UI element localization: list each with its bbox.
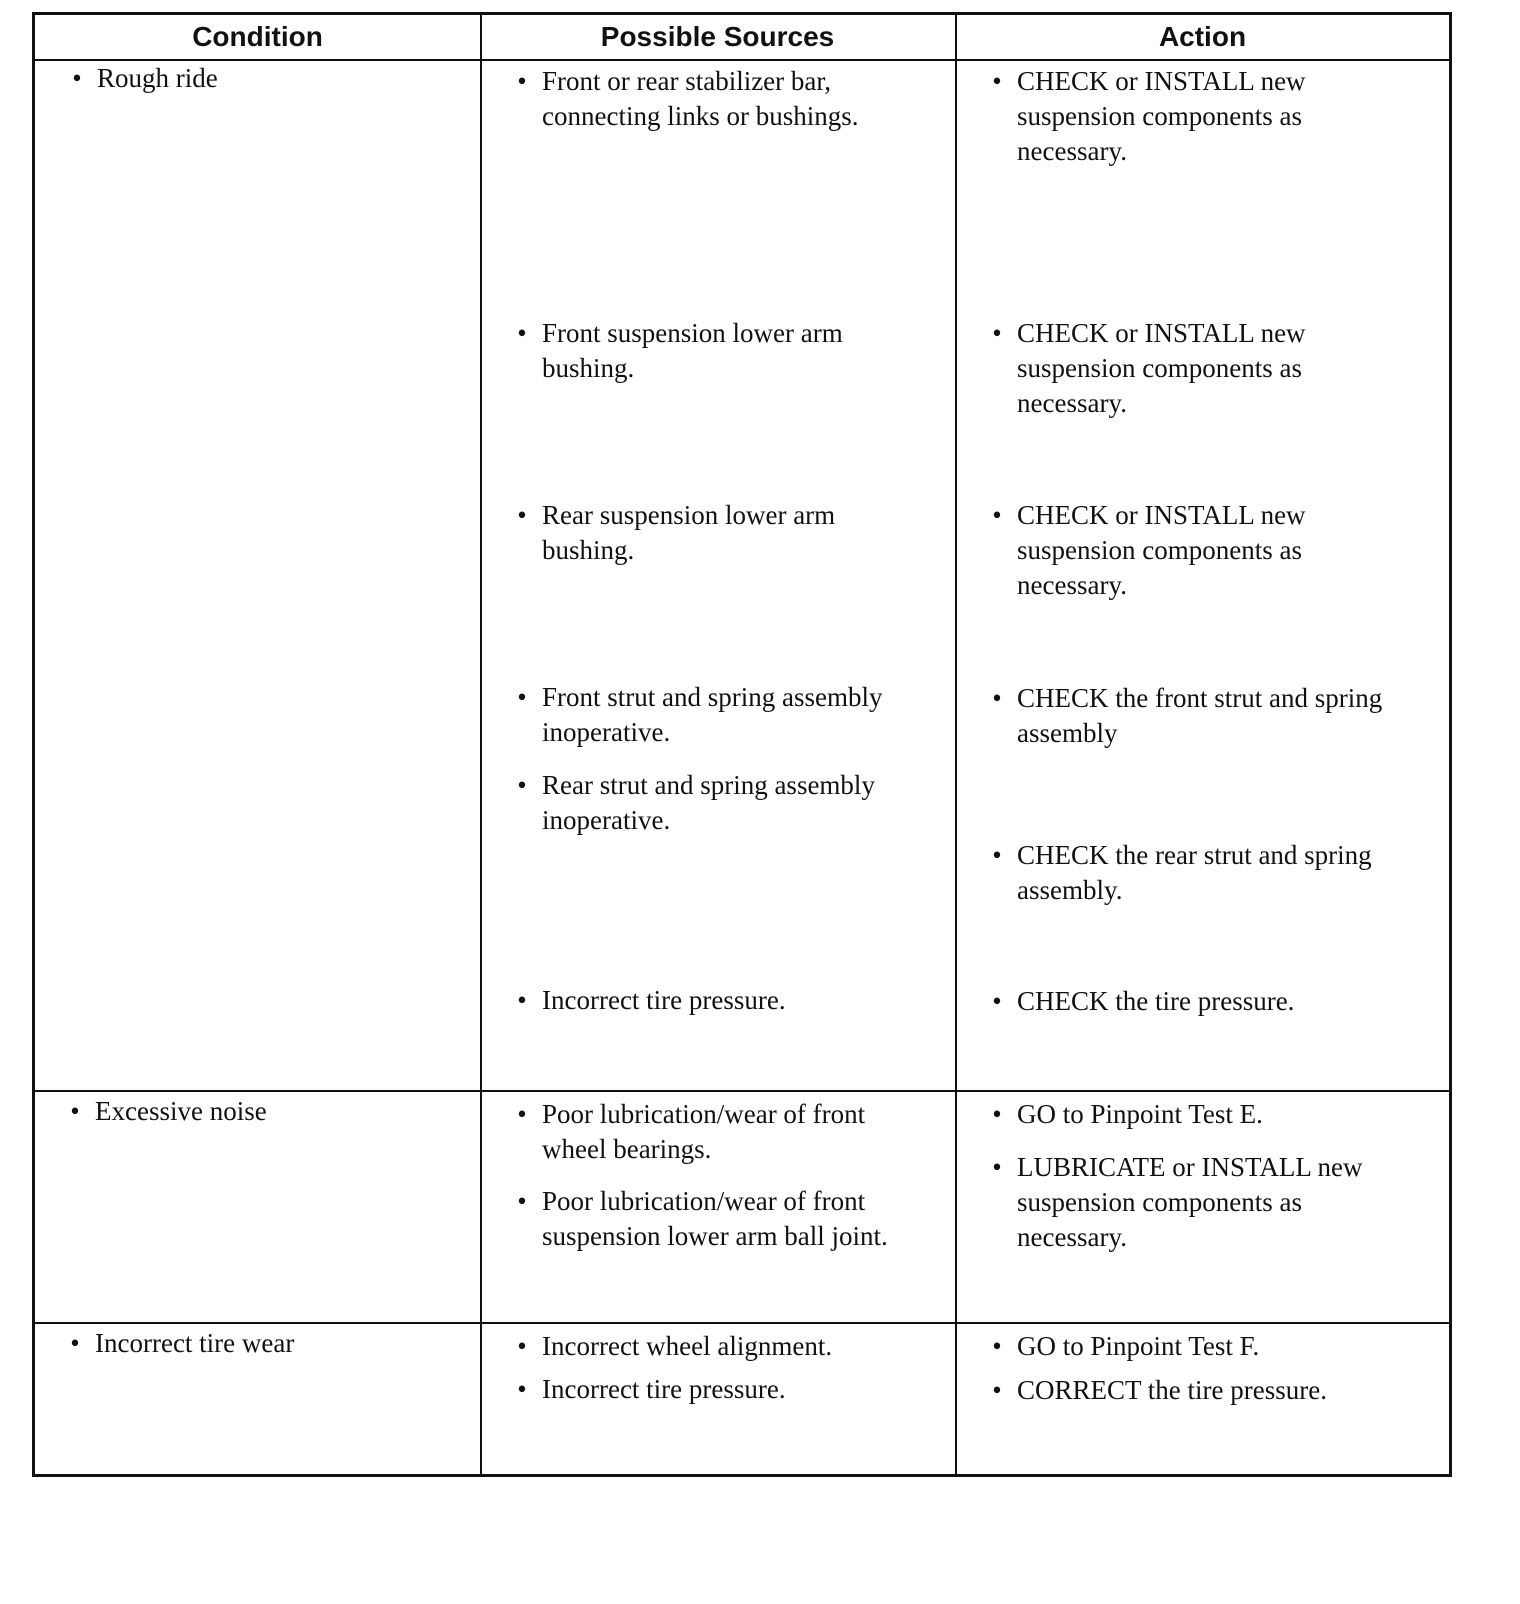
header-action: Action — [1158, 21, 1247, 52]
condition-text: Rough ride — [97, 63, 218, 93]
bullet: • — [517, 985, 527, 1015]
list-item — [510, 768, 950, 838]
troubleshooting-table — [32, 12, 1452, 1477]
action-text: CHECK the rear strut and spring assembly. — [1017, 840, 1372, 905]
list-item — [510, 680, 950, 750]
bullet: • — [517, 1099, 527, 1129]
column-divider — [955, 15, 957, 1474]
list-item — [985, 1329, 1445, 1364]
bullet: • — [992, 1375, 1002, 1405]
list-item — [510, 1372, 950, 1407]
action-text: CHECK the tire pressure. — [1017, 986, 1295, 1016]
bullet: • — [72, 63, 82, 93]
action-text: GO to Pinpoint Test F. — [1017, 1331, 1260, 1361]
source-text: Incorrect tire pressure. — [542, 985, 786, 1015]
list-item — [63, 1094, 463, 1129]
bullet: • — [992, 840, 1002, 870]
source-text: Front strut and spring assembly inoperative. — [542, 682, 883, 747]
source-text: Poor lubrication/wear of front suspension lower arm ball joint. — [542, 1186, 888, 1251]
list-item — [985, 1373, 1445, 1408]
bullet: • — [70, 1328, 80, 1358]
list-item — [63, 1326, 463, 1361]
bullet: • — [70, 1096, 80, 1126]
source-text: Incorrect wheel alignment. — [542, 1331, 833, 1361]
action-text: LUBRICATE or INSTALL new suspension components as necessary. — [1017, 1152, 1363, 1252]
row-divider — [35, 1322, 1449, 1324]
list-item — [510, 64, 950, 134]
row-divider — [35, 1090, 1449, 1092]
action-text: GO to Pinpoint Test E. — [1017, 1099, 1263, 1129]
bullet: • — [517, 770, 527, 800]
bullet: • — [517, 500, 527, 530]
list-item — [985, 1097, 1445, 1132]
list-item — [985, 984, 1445, 1019]
bullet: • — [992, 986, 1002, 1016]
bullet: • — [992, 318, 1002, 348]
source-text: Incorrect tire pressure. — [542, 1374, 786, 1404]
header-condition: Condition — [192, 21, 323, 52]
source-text: Front suspension lower arm bushing. — [542, 318, 843, 383]
source-text: Poor lubrication/wear of front wheel bearings. — [542, 1099, 866, 1164]
list-item — [985, 1150, 1445, 1255]
source-text: Rear suspension lower arm bushing. — [542, 500, 836, 565]
action-text: CHECK or INSTALL new suspension components as necessary. — [1017, 66, 1306, 166]
list-item — [510, 316, 950, 386]
column-divider — [480, 15, 482, 1474]
list-item — [985, 498, 1445, 603]
bullet: • — [517, 1331, 527, 1361]
condition-text: Excessive noise — [95, 1096, 267, 1126]
bullet: • — [992, 1331, 1002, 1361]
bullet: • — [517, 66, 527, 96]
bullet: • — [992, 683, 1002, 713]
list-item — [985, 838, 1445, 908]
condition-text: Incorrect tire wear — [95, 1328, 295, 1358]
source-text: Front or rear stabilizer bar, connecting links or bushings. — [542, 66, 859, 131]
bullet: • — [992, 66, 1002, 96]
list-item — [510, 498, 950, 568]
action-text: CHECK or INSTALL new suspension components as necessary. — [1017, 500, 1306, 600]
bullet: • — [517, 318, 527, 348]
bullet: • — [517, 682, 527, 712]
bullet: • — [517, 1186, 527, 1216]
action-text: CORRECT the tire pressure. — [1017, 1375, 1327, 1405]
list-item — [510, 1097, 950, 1167]
action-text: CHECK the front strut and spring assembly — [1017, 683, 1383, 748]
list-item — [985, 316, 1445, 421]
list-item — [985, 64, 1445, 169]
bullet: • — [517, 1374, 527, 1404]
list-item — [985, 681, 1445, 751]
list-item — [510, 983, 950, 1018]
action-text: CHECK or INSTALL new suspension components as necessary. — [1017, 318, 1306, 418]
bullet: • — [992, 1099, 1002, 1129]
list-item — [65, 61, 465, 96]
header-possible-sources: Possible Sources — [600, 21, 835, 52]
list-item — [510, 1329, 950, 1364]
bullet: • — [992, 1152, 1002, 1182]
list-item — [510, 1184, 950, 1254]
bullet: • — [992, 500, 1002, 530]
source-text: Rear strut and spring assembly inoperative. — [542, 770, 875, 835]
